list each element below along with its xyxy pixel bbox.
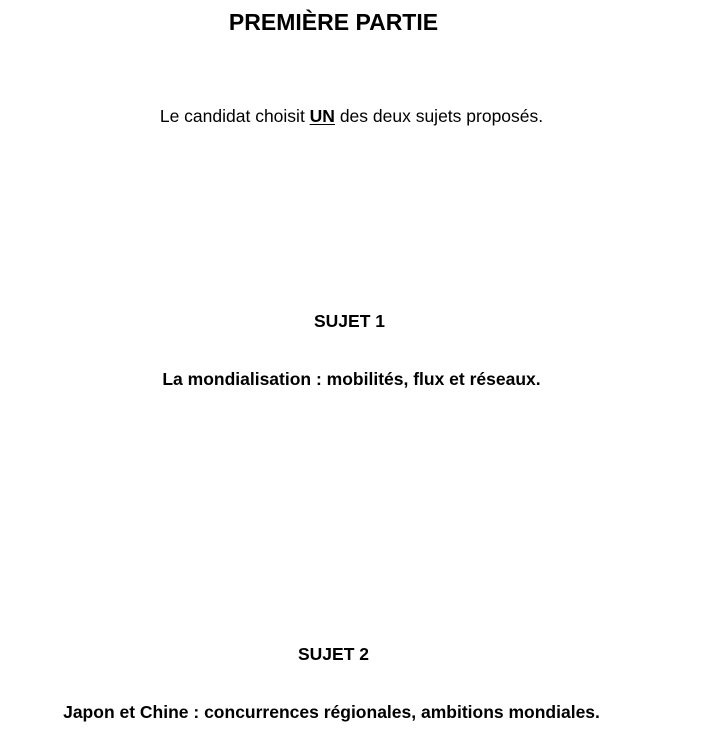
subject-2-title: Japon et Chine : concurrences régionales, ambitions mondiales.	[63, 702, 600, 722]
part-title: PREMIÈRE PARTIE	[228, 9, 439, 35]
instruction-after: des deux sujets proposés.	[334, 106, 544, 126]
subject-2-heading: SUJET 2	[298, 644, 369, 664]
instruction-emphasis: UN	[309, 106, 335, 126]
instruction-before: Le candidat choisit	[159, 106, 310, 126]
subject-1-heading: SUJET 1	[314, 311, 385, 331]
instruction-text	[0, 108, 703, 126]
subject-1-title: La mondialisation : mobilités, flux et réseaux.	[162, 369, 541, 389]
